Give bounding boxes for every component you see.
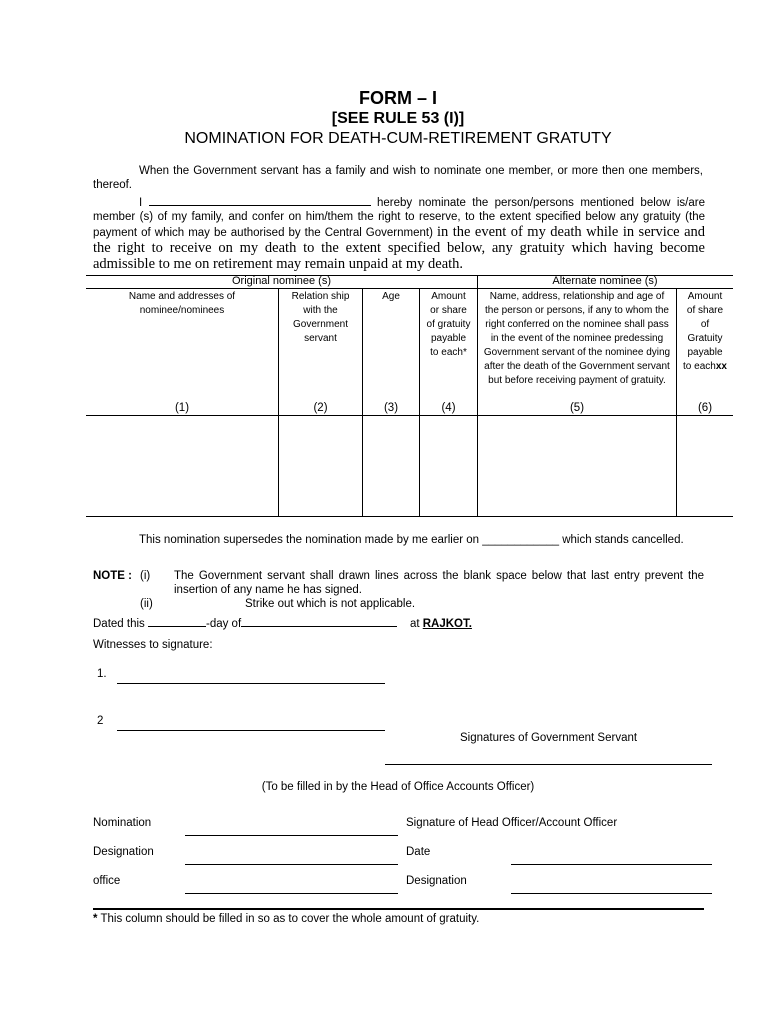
designation-line[interactable] <box>185 864 398 865</box>
table-header-line <box>86 415 733 416</box>
col-num-2: (2) <box>313 402 328 414</box>
col-num-3: (3) <box>383 402 399 414</box>
dated-prefix: Dated this <box>93 618 145 630</box>
designation-label: Designation <box>93 846 154 858</box>
signature-servant-line[interactable] <box>385 764 712 765</box>
witness-2-line[interactable] <box>117 730 385 731</box>
sign-head-label: Signature of Head Officer/Account Officer <box>406 817 618 829</box>
col-num-5: (5) <box>569 402 585 414</box>
dated-at: at <box>409 618 420 630</box>
col-header-2: Relation ship with the Government servant <box>291 291 350 344</box>
intro-text-a: hereby nominate the person/persons mentioned below is/are member (s) of my family, and confer on him/them the right to reserve, to the extent specified below any gratuity (the payment of which may be authorised by the Central Government) <box>93 197 705 239</box>
witness-1-line[interactable] <box>117 683 385 684</box>
note-i-text: The Government servant shall drawn lines across the blank space below that last entry prevent the insertion of any name he has signed. <box>174 570 704 596</box>
dated-mid: -day of <box>205 618 242 630</box>
signature-servant-label: Signatures of Government Servant <box>460 732 638 744</box>
col-num-4: (4) <box>441 402 456 414</box>
dated-line <box>93 617 472 631</box>
col-num-1: (1) <box>174 402 190 414</box>
name-blank[interactable] <box>149 205 371 206</box>
table-bottom-line <box>86 516 733 517</box>
col-header-5: Name, address, relationship and age of the person or persons, if any to whom the right conferred on the nominee shall pass in the event of the nominee predessing Government servant of the nominee dying after the death of the Government servant but before receiving payment of gratuity. <box>483 291 671 386</box>
supersede-paragraph: This nomination supersedes the nomination made by me earlier on ____________ which stands cancelled. <box>139 534 684 546</box>
footnote <box>93 912 479 926</box>
intro-paragraph-1: When the Government servant has a family and wish to nominate one member, or more then one members, thereof. <box>93 165 703 191</box>
group-original-nominee: Original nominee (s) <box>231 275 332 287</box>
group-alternate-nominee: Alternate nominee (s) <box>552 275 658 287</box>
witnesses-label: Witnesses to signature: <box>93 639 213 651</box>
nomination-line[interactable] <box>185 835 398 836</box>
note-i-mark: (i) <box>140 570 151 582</box>
col-header-6-text: Amount of share of Gratuity payable to each <box>683 291 724 372</box>
month-blank[interactable] <box>241 626 397 627</box>
office-label: office <box>93 875 121 887</box>
note-ii-mark: (ii) <box>140 598 153 610</box>
date-label: Date <box>406 846 431 858</box>
table-group-line <box>86 288 733 289</box>
form-rule: [SEE RULE 53 (I)] <box>331 110 465 127</box>
form-subtitle: NOMINATION FOR DEATH-CUM-RETIREMENT GRATUTY <box>184 130 612 147</box>
office-note: (To be filled in by the Head of Office Accounts Officer) <box>261 781 535 793</box>
intro-i: I <box>139 197 143 209</box>
footnote-star: * <box>93 913 98 925</box>
col-header-6-mark: xx <box>715 361 727 372</box>
col-header-3: Age <box>382 291 400 302</box>
col-header-1: Name and addresses of nominee/nominees <box>128 291 236 316</box>
office-line[interactable] <box>185 893 398 894</box>
footnote-text: This column should be filled in so as to cover the whole amount of gratuity. <box>100 913 480 925</box>
witness-1-number: 1. <box>97 668 107 680</box>
footnote-separator <box>93 908 704 910</box>
witness-2-number: 2 <box>97 715 104 727</box>
col-header-4: Amount or share of gratuity payable to each* <box>426 291 471 358</box>
col-num-6: (6) <box>697 402 713 414</box>
col-header-6 <box>677 290 733 374</box>
intro-text-b: in the event of my death while in service and the right to receive on my death to the extent specified below, any gratuity which having become admissible to me on retirement may remain unpaid at my death. <box>93 224 706 272</box>
date-line[interactable] <box>511 864 712 865</box>
form-title: FORM – I <box>358 88 437 108</box>
day-blank[interactable] <box>148 626 206 627</box>
note-ii-text: Strike out which is not applicable. <box>245 598 416 610</box>
intro-paragraph-2 <box>93 196 705 272</box>
dated-place: RAJKOT. <box>422 618 472 630</box>
designation2-label: Designation <box>406 875 467 887</box>
nomination-label: Nomination <box>93 817 152 829</box>
note-label: NOTE : <box>93 570 132 582</box>
designation2-line[interactable] <box>511 893 712 894</box>
